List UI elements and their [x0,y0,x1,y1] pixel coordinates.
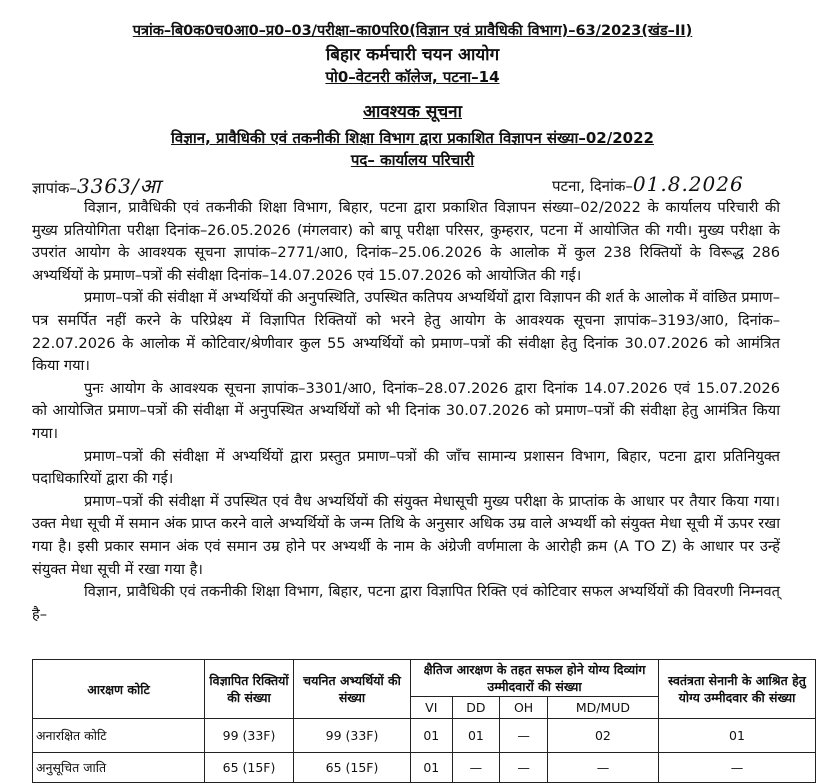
cell-md-mud: 02 [547,719,658,753]
cell-freedom-fighter: 01 [659,719,816,753]
cell-selected: 99 (33F) [294,719,411,753]
header-dd: DD [452,697,500,719]
header-horizontal: क्षैतिज आरक्षण के तहत सफल होने योग्य दिव्यांग उम्मीदवारों की संख्या [411,660,659,697]
paragraph-3: पुनः आयोग के आवश्यक सूचना ज्ञापांक–3301/आ0, दिनांक–28.07.2026 द्वारा दिनांक 14.07.2026 एवं 15.07.2026 को आयोजित प्रमाण–पत्रों की संवीक्षा में अनुपस्थित अभ्यर्थियों को भी दिनांक 30.07.2026 को प्रमाण–पत्रों की संवीक्षा हेतु आमंत्रित किया गया। [32,379,780,442]
memo-number-block [32,172,161,199]
post-line: पद– कार्यालय परिचारी [350,151,475,169]
memo-number-handwritten: 3363/आ [76,174,162,198]
notice-title: आवश्यक सूचना [362,102,462,122]
cell-md-mud: — [547,753,658,783]
paragraph-4: प्रमाण–पत्रों की संवीक्षा में अभ्यर्थियों द्वारा प्रस्तुत प्रमाण–पत्रों की जाँच सामान्य प्रशासन विभाग, बिहार, पटना द्वारा प्रतिनियुक्त पदाधिकारियों द्वारा की गई। [32,447,780,488]
paragraph-2: प्रमाण–पत्रों की संवीक्षा में अभ्यर्थियों की अनुपस्थिति, उपस्थित कतिपय अभ्यर्थियों द्वारा विज्ञापन की शर्त के आलोक में वांछित प्रमाण–पत्र समर्पित नहीं करने के परिप्रेक्ष्य में विज्ञापित रिक्तियों को भरने हेतु आयोग के आवश्यक सूचना ज्ञापांक–3193/आ0, दिनांक–22.07.2026 के आलोक में कोटिवार/श्रेणीवार कुल 55 अभ्यर्थियों को प्रमाण–पत्रों की संवीक्षा हेतु दिनांक 30.07.2026 को आमंत्रित किया गया। [32,289,780,375]
header-md-mud: MD/MUD [547,697,658,719]
cell-dd: — [452,753,500,783]
table-row [33,719,816,753]
reference-line: पत्रांक–बि0क0च0आ0–प्र0–03/परीक्षा–का0परि0(विज्ञान एवं प्रावैधिकी विभाग)–63/2023(खंड–II) [132,23,693,39]
header-advertised: विज्ञापित रिक्तियों की संख्या [205,660,294,719]
date-block [552,172,744,196]
header-oh: OH [500,697,548,719]
header-selected: चयनित अभ्यर्थियों की संख्या [294,660,411,719]
cell-oh: — [500,753,548,783]
cell-vi: 01 [411,719,453,753]
cell-advertised: 99 (33F) [205,719,294,753]
date-handwritten: 01.8.2026 [632,172,744,196]
advertisement-line: विज्ञान, प्रावैधिकी एवं तकनीकी शिक्षा विभाग द्वारा प्रकाशित विज्ञापन संख्या–02/2022 [171,129,654,147]
header-vi: VI [411,697,453,719]
notice-body [32,197,780,626]
cell-oh: — [500,719,548,753]
header-category: आरक्षण कोटि [33,660,205,719]
date-label: पटना, दिनांक– [552,177,633,195]
memo-label: ज्ञापांक– [32,179,77,197]
cell-selected: 65 (15F) [294,753,411,783]
paragraph-1: विज्ञान, प्रावैधिकी एवं तकनीकी शिक्षा विभाग, बिहार, पटना द्वारा प्रकाशित विज्ञापन संख्या–02/2022 के कार्यालय परिचारी की मुख्य प्रतियोगिता परीक्षा दिनांक–26.05.2026 (मंगलवार) को बापू परीक्षा परिसर, कुम्हरार, पटना में आयोजित की गयी। मुख्य परीक्षा के उपरांत आयोग के आवश्यक सूचना ज्ञापांक–2771/आ0, दिनांक–25.06.2026 के आलोक में कुल 238 रिक्तियों के विरूद्ध 286 अभ्यर्थियों के प्रमाण–पत्रों की संवीक्षा दिनांक–14.07.2026 एवं 15.07.2026 को आयोजित की गई। [32,199,780,284]
paragraph-5: प्रमाण–पत्रों की संवीक्षा में उपस्थित एवं वैध अभ्यर्थियों की संयुक्त मेधासूची मुख्य परीक्षा के प्राप्तांक के आधार पर तैयार किया गया। उक्त मेधा सूची में समान अंक प्राप्त करने वाले अभ्यर्थियों के जन्म तिथि के अनुसार अधिक उम्र वाले अभ्यर्थी को संयुक्त मेधा सूची में ऊपर रखा गया है। इसी प्रकार समान अंक एवं समान उम्र होने पर अभ्यर्थी के नाम के अंग्रेजी वर्णमाला के आरोही क्रम (A TO Z) के आधार पर उन्हें संयुक्त मेधा सूची में रखा गया है। [32,492,780,578]
cell-category: अनुसूचित जाति [33,753,205,783]
table-row [33,753,816,783]
vacancy-table [32,659,816,783]
paragraph-6: विज्ञान, प्रावैधिकी एवं तकनीकी शिक्षा विभाग, बिहार, पटना द्वारा विज्ञापित रिक्ति एवं कोटिवार सफल अभ्यर्थियों की विवरणी निम्नवत् है– [32,583,780,623]
cell-advertised: 65 (15F) [205,753,294,783]
cell-category: अनारक्षित कोटि [33,719,205,753]
cell-dd: 01 [452,719,500,753]
organization-name: बिहार कर्मचारी चयन आयोग [325,45,500,65]
header-freedom-fighter: स्वतंत्रता सेनानी के आश्रित हेतु योग्य उम्मीदवार की संख्या [659,660,816,719]
cell-freedom-fighter: — [659,753,816,783]
organization-address: पो0–वेटनरी कॉलेज, पटना–14 [325,68,500,86]
cell-vi: 01 [411,753,453,783]
